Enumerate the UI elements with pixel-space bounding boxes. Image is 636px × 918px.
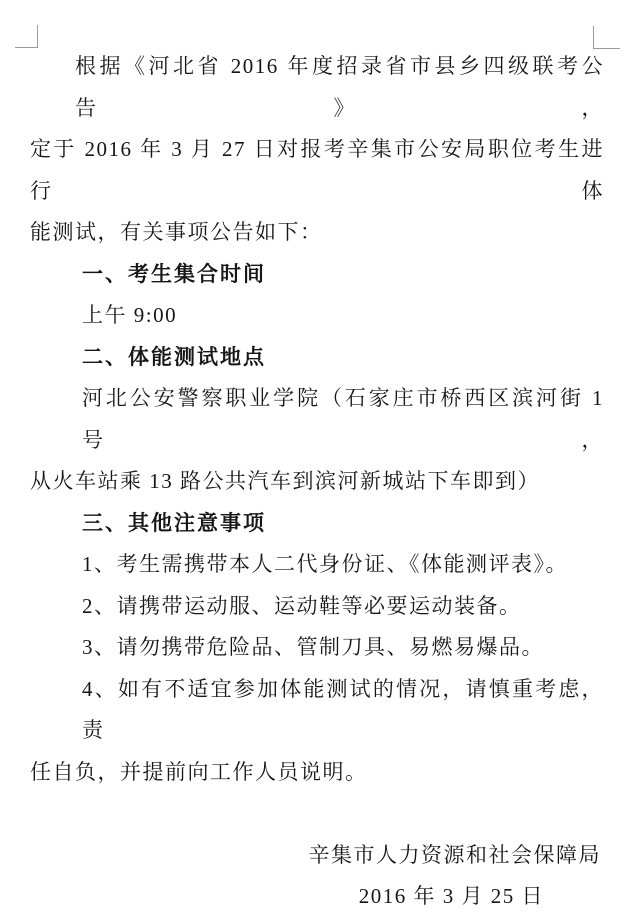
text-line: 能测试，有关事项公告如下： — [30, 220, 323, 244]
text-line: 1、考生需携带本人二代身份证、《体能测评表》。 — [82, 552, 568, 576]
text-line: 4、如有不适宜参加体能测试的情况，请慎重考虑，责 — [82, 676, 604, 742]
text-line: 2、请携带运动服、运动鞋等必要运动装备。 — [82, 593, 522, 618]
blank-line — [30, 793, 604, 835]
text-line: 辛集市人力资源和社会保障局 — [308, 842, 601, 867]
text-line: 根据《河北省 2016 年度招录省市县乡四级联考公告》， — [75, 54, 604, 120]
text-line: 河北公安警察职业学院（石家庄市桥西区滨河街 1 号， — [82, 386, 604, 452]
text-line: 2016 年 3 月 25 日 — [358, 884, 544, 908]
text-line: 3、请勿携带危险品、管制刀具、易燃易爆品。 — [82, 635, 544, 659]
text-line: 上午 9:00 — [82, 303, 178, 327]
text-line: 从火车站乘 13 路公共汽车到滨河新城站下车即到） — [30, 469, 540, 493]
text-line: 定于 2016 年 3 月 27 日对报考辛集市公安局职位考生进行体 — [30, 137, 604, 203]
text-line: 一、考生集合时间 — [82, 261, 266, 286]
text-line: 二、体能测试地点 — [82, 344, 266, 369]
text-line: 任自负，并提前向工作人员说明。 — [30, 759, 368, 784]
text-line: 三、其他注意事项 — [82, 510, 266, 535]
